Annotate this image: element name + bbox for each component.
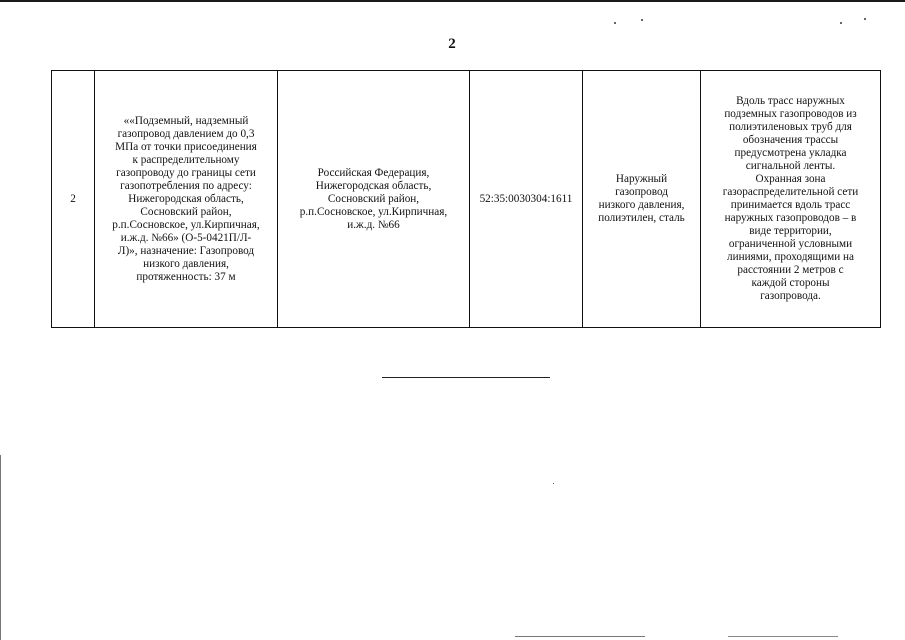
scan-speck (864, 18, 866, 20)
object-description-cell: ««Подземный, надземный газопровод давлением до 0,3 МПа от точки присоединения к распределительному газопроводу до границы сети газопотребления по адресу: Нижегородская область, Сосновский район, р.п.Сосновское, ул.Кирпичная, и.ж.д. №66» (О-5-0421П/Л- Л)», назначение: Газопровод низкого давления, протяженность: 37 м (95, 71, 278, 328)
scan-speck (840, 22, 842, 24)
end-of-document-line (382, 377, 550, 378)
scan-footer-line (515, 636, 645, 637)
pipeline-type-cell: Наружный газопровод низкого давления, полиэтилен, сталь (583, 71, 701, 328)
page-top-border (0, 0, 905, 2)
notes-cell: Вдоль трасс наружных подземных газопроводов из полиэтиленовых труб для обозначения трассы предусмотрена укладка сигнальной ленты. Охранная зона газораспределительной сети принимается вдоль трасс наружных газопроводов – в виде территории, ограниченной условными линиями, проходящими на расстоянии 2 метров с каждой стороны газопровода. (701, 71, 881, 328)
table-row (52, 71, 881, 328)
row-index-cell: 2 (52, 71, 95, 328)
cadastral-number-cell: 52:35:0030304:1611 (470, 71, 583, 328)
scan-speck (641, 19, 643, 21)
scan-speck (553, 483, 554, 484)
address-cell: Российская Федерация, Нижегородская область, Сосновский район, р.п.Сосновское, ул.Кирпичная, и.ж.д. №66 (278, 71, 470, 328)
document-table (51, 70, 881, 328)
scan-footer-line (728, 636, 838, 637)
page-number: 2 (448, 36, 456, 52)
scan-edge-line (0, 455, 1, 640)
scan-speck (614, 22, 616, 24)
